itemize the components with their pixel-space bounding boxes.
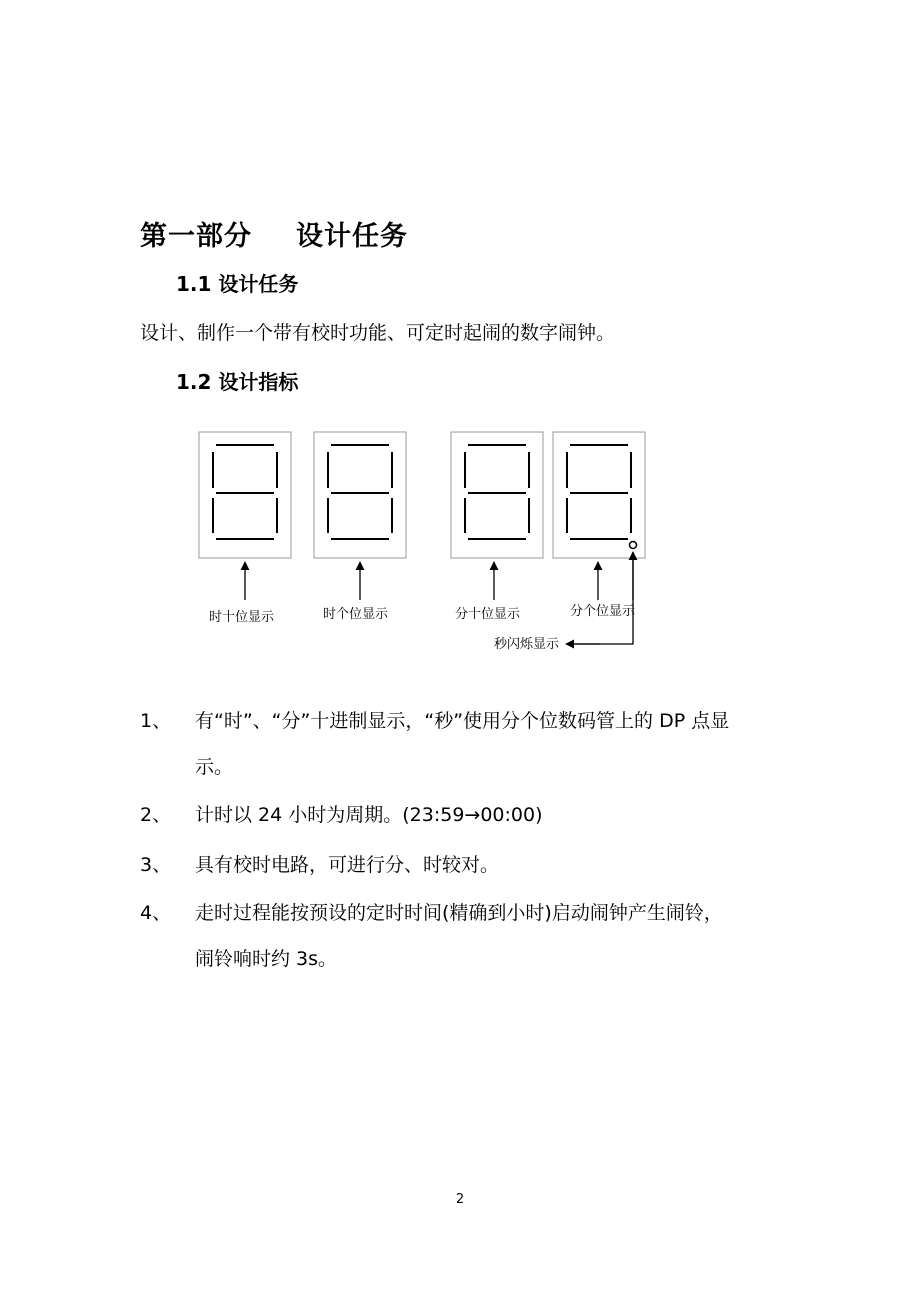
list-item-number: 1、	[140, 710, 172, 732]
list-item-text: 走时过程能按预设的定时时间(精确到小时)启动闹钟产生闹铃，	[195, 902, 723, 924]
section-1-text: 设计、制作一个带有校时功能、可定时起闹的数字闹钟。	[140, 322, 616, 344]
label-minute-tens: 分十位显示	[455, 607, 521, 622]
part-label: 第一部分	[140, 221, 252, 252]
section-1-title: 1.1 设计任务	[176, 272, 299, 296]
list-item-number: 4、	[140, 902, 172, 924]
label-seconds: 秒闪烁显示	[494, 637, 560, 652]
list-item-text-cont: 闹铃响时约 3s。	[195, 948, 338, 970]
digit-hour-tens	[199, 432, 291, 558]
list-item-text-cont: 示。	[195, 756, 234, 778]
digit-minute-tens	[451, 432, 543, 558]
digit-hour-ones	[314, 432, 406, 558]
page-number: 2	[455, 1192, 465, 1207]
list-item-number: 2、	[140, 804, 172, 826]
section-2-title: 1.2 设计指标	[176, 370, 299, 394]
label-minute-ones: 分个位显示	[570, 604, 636, 619]
label-hour-ones: 时个位显示	[323, 607, 389, 622]
label-hour-tens: 时十位显示	[209, 610, 275, 625]
list-item-text: 计时以 24 小时为周期。(23:59→00:00)	[195, 804, 543, 826]
digit-minute-ones	[553, 432, 645, 558]
dp-dot	[630, 542, 637, 549]
list-item-text: 有“时”、“分”十进制显示，“秒”使用分个位数码管上的 DP 点显	[195, 710, 730, 732]
list-item-number: 3、	[140, 854, 172, 876]
part-title: 设计任务	[296, 221, 408, 252]
arrow-seconds	[566, 553, 633, 644]
list-item-text: 具有校时电路，可进行分、时较对。	[195, 854, 500, 876]
